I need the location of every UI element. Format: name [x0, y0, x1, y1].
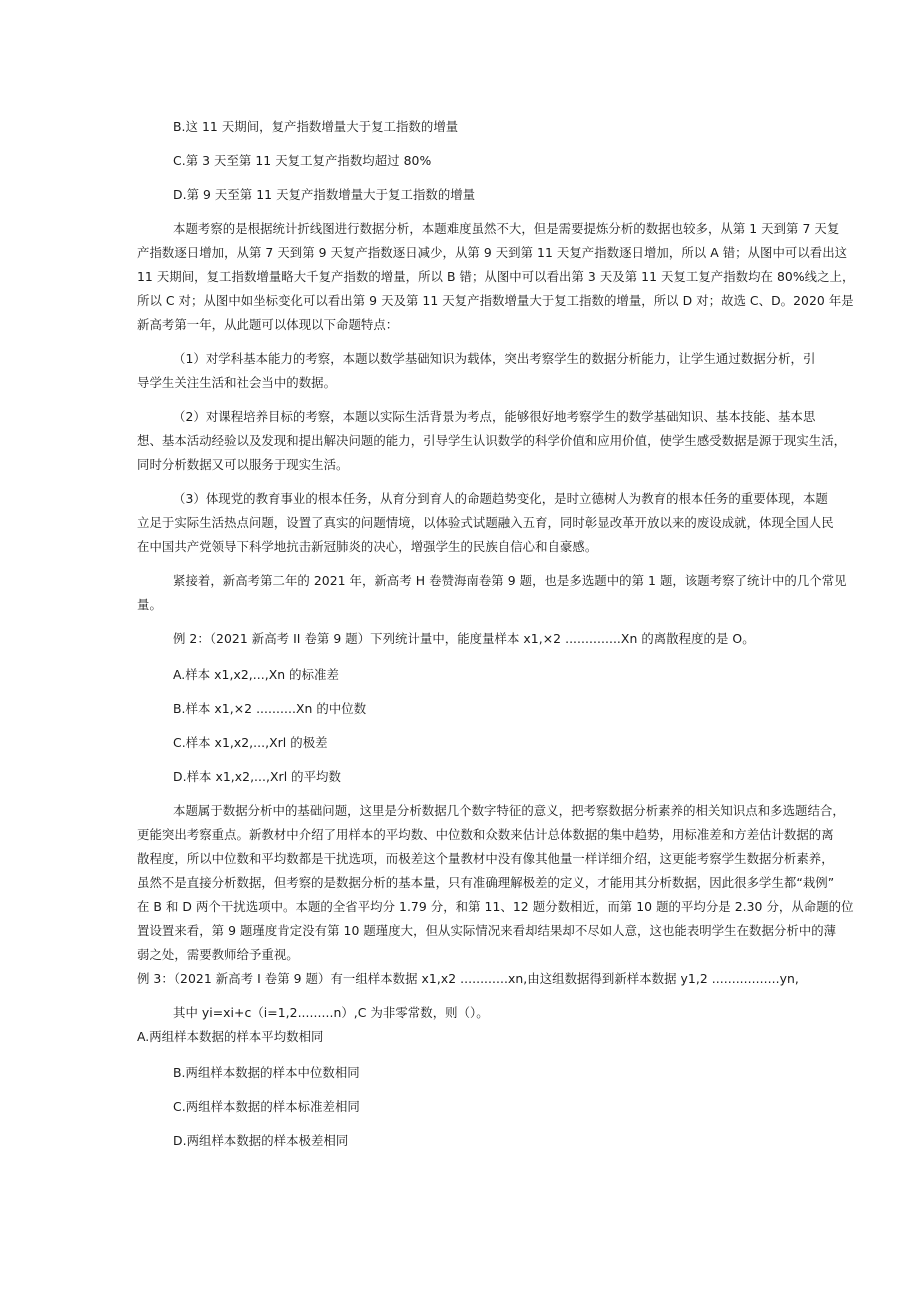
example-3-option-c: D.两组样本数据的样本极差相同 — [173, 1133, 349, 1148]
point-2-line: 同时分析数据又可以服务于现实生活。 — [137, 457, 349, 472]
point-2-line: （2）对课程培养目标的考察，本题以实际生活背景为考点，能够很好地考察学生的数学基础知识、基本技能、基本思 — [173, 409, 816, 424]
example-3-option-b: C.两组样本数据的样本标准差相同 — [173, 1099, 360, 1114]
analysis-paragraph-line: 新高考第一年，从此题可以体现以下命题特点： — [137, 317, 399, 332]
option-c-line: C.第 3 天至第 11 天复工复产指数均超过 80% — [173, 153, 432, 168]
example-3-question: 其中 yi=xi+c（i=1,2.........n）,C 为非零常数，则（）。 — [173, 1005, 489, 1020]
analysis-paragraph-line: 所以 C 对；从图中如坐标变化可以看出第 9 天及第 11 天复产指数增量大于复工指数的增量，所以 D 对；故选 C、D。2020 年是 — [137, 293, 854, 308]
point-1-line: 导学生关注生活和社会当中的数据。 — [137, 375, 337, 390]
example-2-option-a: A.样本 x1,x2,...,Xn 的标准差 — [173, 667, 339, 682]
example-2-option-d: D.样本 x1,x2,...,Xrl 的平均数 — [173, 769, 341, 784]
option-b-line: B.这 11 天期间，复产指数增量大于复工指数的增量 — [173, 119, 459, 134]
example-2-analysis-line: 散程度，所以中位数和平均数都是干扰选项，而极差这个量教材中没有像其他量一样详细介绍，这更能考察学生数据分析素养， — [137, 851, 834, 866]
example-2-analysis-line: 虽然不是直接分析数据，但考察的是数据分析的基本量，只有准确理解极差的定义，才能用其分析数据，因此很多学生都“栽例” — [137, 875, 835, 890]
point-3-line: （3）体现党的教育事业的根本任务，从育分到育人的命题趋势变化，是时立德树人为教育的根本任务的重要体现，本题 — [173, 491, 828, 506]
example-3-question: A.两组样本数据的样本平均数相同 — [137, 1029, 324, 1044]
transition-paragraph-line: 量。 — [137, 597, 162, 612]
analysis-paragraph-line: 产指数逐日增加，从第 7 天到第 9 天复产指数逐日减少，从第 9 天到第 11 天复产指数逐日增加，所以 A 错；从图中可以看出这 — [137, 245, 848, 260]
example-3-option-a: B.两组样本数据的样本中位数相同 — [173, 1065, 360, 1080]
analysis-paragraph-line: 本题考察的是根据统计折线图进行数据分析，本题难度虽然不大，但是需要提炼分析的数据也较多，从第 1 天到第 7 天复 — [173, 221, 840, 236]
example-2-option-b: B.样本 x1,×2 ..........Xn 的中位数 — [173, 701, 367, 716]
example-2-analysis-line: 在 B 和 D 两个干扰选项中。本题的全省平均分 1.79 分，和第 11、12 题分数相近，而第 10 题的平均分是 2.30 分，从命题的位 — [137, 899, 854, 914]
point-1-line: （1）对学科基本能力的考察，本题以数学基础知识为载体，突出考察学生的数据分析能力，让学生通过数据分析，引 — [173, 351, 816, 366]
option-d-line: D.第 9 天至第 11 天复产指数增量大于复工指数的增量 — [173, 187, 476, 202]
example-2-analysis-line: 本题属于数据分析中的基础问题，这里是分析数据几个数字特征的意义，把考察数据分析素养的相关知识点和多选题结合， — [173, 803, 845, 818]
analysis-paragraph-line: 11 天期间，复工指数增量略大千复产指数的增量，所以 B 错；从图中可以看出第 3 天及第 11 天复工复产指数均在 80%线之上， — [137, 269, 855, 284]
point-2-line: 想、基本活动经验以及发现和提出解决问题的能力，引导学生认识数学的科学价值和应用价值，使学生感受数据是源于现实生活， — [137, 433, 847, 448]
transition-paragraph-line: 紧接着，新高考第二年的 2021 年，新高考 H 卷赞海南卷第 9 题，也是多选题中的第 1 题，该题考察了统计中的几个常见 — [173, 573, 847, 588]
point-3-line: 立足于实际生活热点问题，设置了真实的问题情境，以体验式试题融入五育，同时彰显改革开放以来的废设成就，体现全国人民 — [137, 515, 834, 530]
example-2-question: 例 2：（2021 新高考 II 卷第 9 题）下列统计量中，能度量样本 x1,×2 ..............Xn 的离散程度的是 O。 — [173, 631, 755, 646]
example-2-analysis-line: 例 3：（2021 新高考 I 卷第 9 题）有一组样本数据 x1,x2 ............xn,由这组数据得到新样本数据 y1,2 .................yn, — [137, 971, 799, 986]
example-2-option-c: C.样本 x1,x2,...,Xrl 的极差 — [173, 735, 328, 750]
example-2-analysis-line: 更能突出考察重点。新教材中介绍了用样本的平均数、中位数和众数来估计总体数据的集中趋势，用标准差和方差估计数据的离 — [137, 827, 834, 842]
example-2-analysis-line: 置设置来看，第 9 题瑾度肯定没有第 10 题瑾度大，但从实际情况来看却结果却不尽如人意，这也能表明学生在数据分析中的薄 — [137, 923, 837, 938]
point-3-line: 在中国共产党领导下科学地抗击新冠肺炎的决心，增强学生的民族自信心和自豪感。 — [137, 539, 598, 554]
example-2-analysis-line: 弱之处，需要教师给予重视。 — [137, 947, 299, 962]
